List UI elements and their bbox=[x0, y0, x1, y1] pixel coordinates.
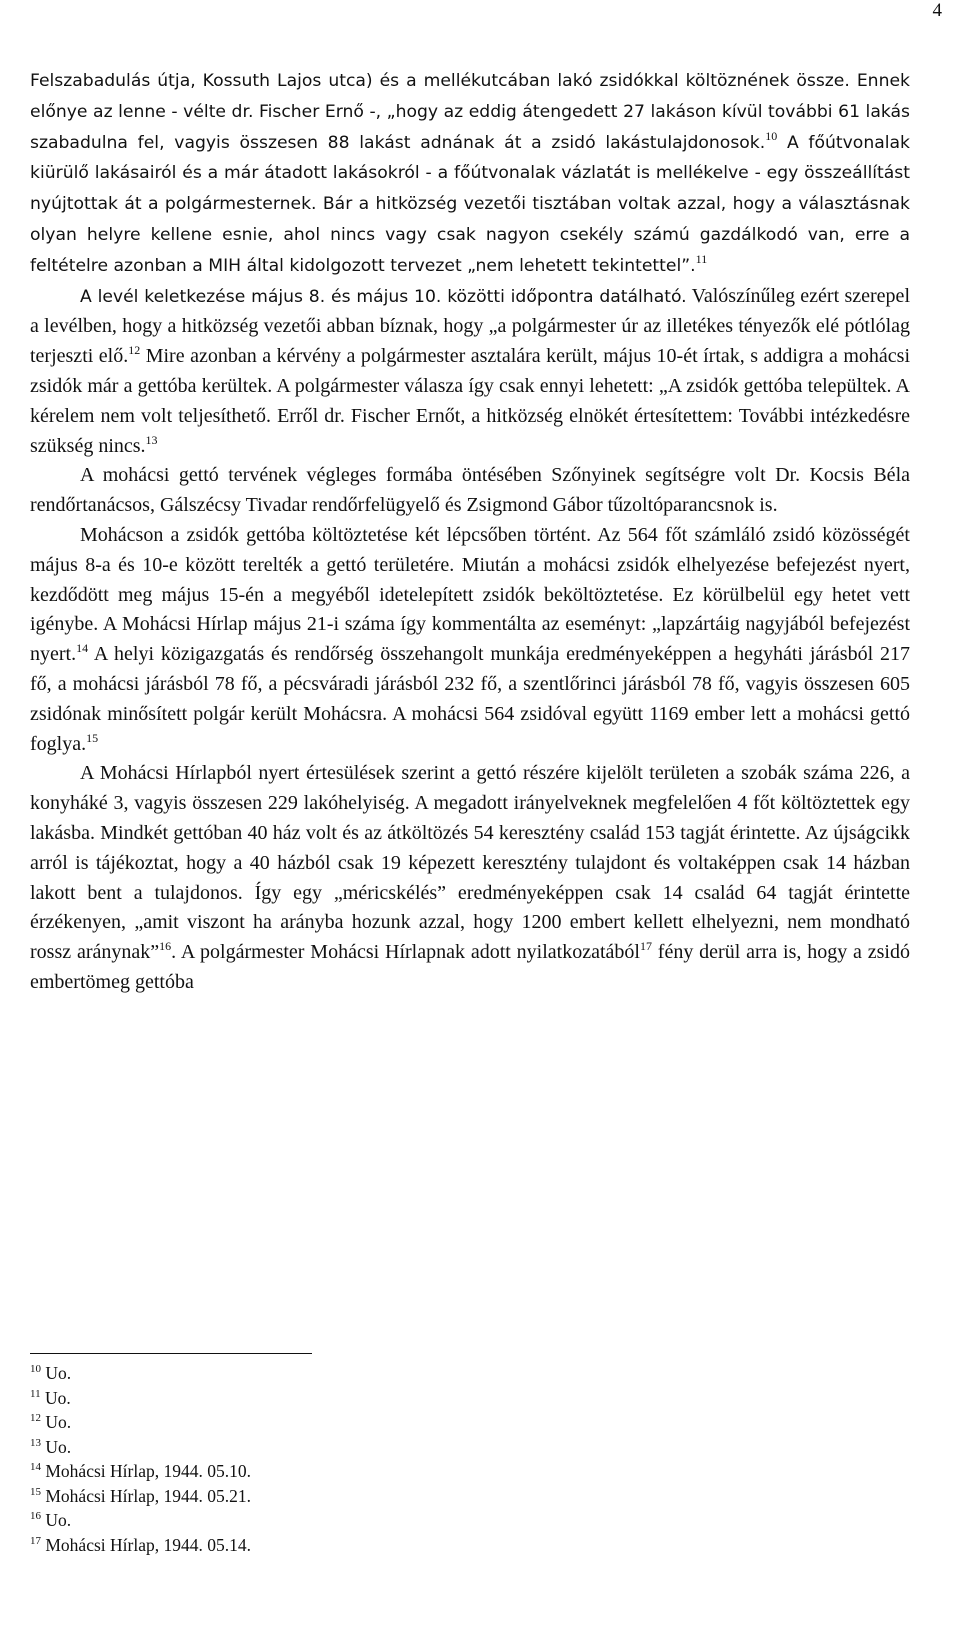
footnote-reference: 12 bbox=[128, 343, 141, 358]
footnote-number: 10 bbox=[30, 1363, 41, 1375]
text-run: Mire azonban a kérvény a polgármester asztalára került, május 10-ét írtak, s addigra a mohácsi zsidók már a gettóba kerültek. A polgármester válasza így csak ennyi lehetett: „A zsidók gettóba települtek. A kérelem nem volt teljesíthető. Erről dr. Fischer Ernőt, a hitközség elnökét értesítettem: További intézkedésre szükség nincs. bbox=[30, 345, 910, 457]
footnote-text: Uo. bbox=[45, 1510, 72, 1530]
text-run: A Mohácsi Hírlapból nyert értesülések szerint a gettó részére kijelölt területen a szobák száma 226, a konyháké 3, vagyis összesen 229 lakóhelyiség. A megadott irányelveknek megfelelően 4 főt költöztettek egy lakásba. Mindkét gettóban 40 ház volt és az átköltözés 54 keresztény család 153 tagját érintette. Az újságcikk arról is tájékoztat, hogy a 40 házból csak 19 képezett keresztény tulajdont és voltaképpen csak 14 házban lakott bent a tulajdonos. Így egy „méricskélés” eredményeképpen csak 14 család 64 tagját érintette érzékenyen, „amit viszont ha arányba hozunk azzal, hogy 1200 embert kellett elhelyezni, nem mondható rossz aránynak” bbox=[30, 762, 910, 964]
footnote bbox=[30, 1533, 630, 1558]
footnote-reference: 17 bbox=[639, 939, 652, 954]
footnote-text: Uo. bbox=[44, 1387, 71, 1408]
footnote bbox=[30, 1484, 630, 1509]
footnote bbox=[30, 1361, 630, 1386]
footnote-number: 13 bbox=[30, 1436, 41, 1449]
footnote-text: Uo. bbox=[45, 1363, 72, 1383]
text-run: A mohácsi gettó tervének végleges formába öntésében Szőnyinek segítségre volt Dr. Kocsis Béla rendőrtanácsos, Gálszécsy Tivadar rendőrfelügyelő és Zsigmond Gábor tűzoltóparancsnok is. bbox=[30, 464, 910, 517]
footnote-number: 16 bbox=[30, 1510, 41, 1522]
footnote-reference: 13 bbox=[145, 432, 158, 447]
footnote-number: 11 bbox=[30, 1387, 41, 1400]
footnote-text: Uo. bbox=[45, 1412, 72, 1432]
paragraph bbox=[30, 66, 910, 282]
text-run: A főútvonalak kiürülő lakásairól és a már átadott lakásokról - a főútvonalak vázlatát is mellékelve - egy összeállítást nyújtottak át a polgármesternek. Bár a hitközség vezetői tisztában voltak azzal, hogy a választásnak olyan helyre kellene esnie, ahol nincs vagy csak nagyon csekély számú gazdálkodó van, erre a feltételre azonban a MIH által kidolgozott tervezet „nem lehetett tekintettel”. bbox=[30, 132, 911, 276]
footnote-reference: 11 bbox=[695, 251, 708, 266]
footnote bbox=[30, 1410, 630, 1435]
footnote-number: 17 bbox=[30, 1534, 41, 1547]
footnote-reference: 14 bbox=[76, 641, 89, 656]
text-run: fény derül arra is, hogy a zsidó embertömeg gettóba bbox=[30, 941, 910, 993]
footnote-number: 15 bbox=[30, 1485, 41, 1498]
footnote-text: Mohácsi Hírlap, 1944. 05.14. bbox=[45, 1534, 251, 1555]
text-run: A helyi közigazgatás és rendőrség összehangolt munkája eredményeképpen a hegyháti járásból 217 fő, a mohácsi járásból 78 fő, a pécsváradi járásból 232 fő, a szentlőrinci járásból 78 fő, vagyis összesen 605 zsidónak minősített polgár került Mohácsra. A mohácsi 564 zsidóval együtt 1169 ember lett a mohácsi gettó foglya. bbox=[30, 643, 910, 755]
text-run: Mohácson a zsidók gettóba költöztetése két lépcsőben történt. Az 564 főt számláló zsidó közösségét május 8-a és 10-e között terelték a gettó területére. Miután a mohácsi zsidók elhelyezése befejezést nyert, kezdődött meg május 15-én a megyéből idetelepített zsidók beköltöztetése. Ez körülbelül egy hetet vett igénybe. A Mohácsi Hírlap május 21-i száma így kommentálta az eseményt: „lapzártáig nagyjából befejezést nyert. bbox=[30, 523, 910, 666]
footnote-text: Uo. bbox=[45, 1436, 72, 1457]
footnote-text: Mohácsi Hírlap, 1944. 05.10. bbox=[45, 1461, 251, 1481]
footnote-reference: 10 bbox=[765, 128, 778, 143]
footnote-reference: 15 bbox=[86, 730, 99, 745]
footnote bbox=[30, 1459, 630, 1484]
paragraph bbox=[30, 521, 910, 759]
page-number: 4 bbox=[932, 0, 942, 21]
paragraph bbox=[30, 759, 910, 997]
footnote bbox=[30, 1386, 630, 1411]
paragraph bbox=[30, 282, 910, 462]
paragraph bbox=[30, 461, 910, 521]
footnote-separator bbox=[30, 1353, 312, 1354]
footnote-number: 14 bbox=[30, 1461, 41, 1473]
footnotes bbox=[30, 1361, 630, 1557]
text-run: Valószínűleg ezért szerepel a levélben, hogy a hitközség vezetői abban bíznak, hogy „a polgármester úr az illetékes tényezők elé pótlólag terjeszti elő. bbox=[30, 284, 910, 368]
footnote bbox=[30, 1435, 630, 1460]
footnote-number: 12 bbox=[30, 1412, 41, 1424]
footnote bbox=[30, 1508, 630, 1533]
footnote-text: Mohácsi Hírlap, 1944. 05.21. bbox=[45, 1485, 251, 1506]
body-text bbox=[30, 66, 910, 998]
footnote-reference: 16 bbox=[159, 939, 172, 954]
text-run: A levél keletkezése május 8. és május 10. közötti időpontra datálható. bbox=[80, 286, 687, 307]
text-run: . A polgármester Mohácsi Hírlapnak adott nyilatkozatából bbox=[171, 941, 640, 964]
text-run: Felszabadulás útja, Kossuth Lajos utca) és a mellékutcában lakó zsidókkal költöznének össze. Ennek előnye az lenne - vélte dr. Fischer Ernő -, „hogy az eddig átengedett 27 lakáson kívül további 61 lakás szabadulna fel, vagyis összesen 88 lakást adnának át a zsidó lakástulajdonosok. bbox=[30, 71, 910, 153]
